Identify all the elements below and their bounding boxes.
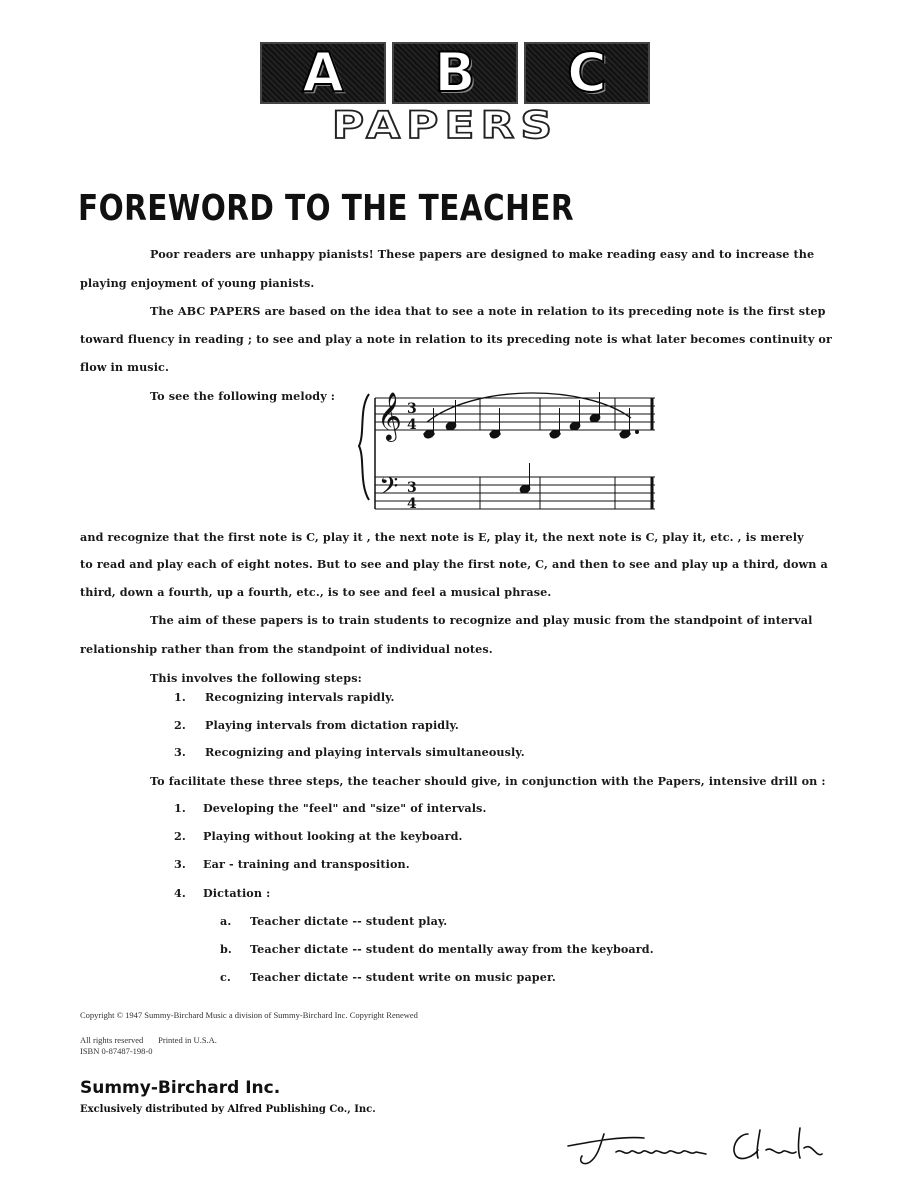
paragraph-5-line-1: The aim of these papers is to train students to recognize and play music from the standpoint of interval <box>150 613 813 627</box>
paragraph-1-line-1: Poor readers are unhappy pianists! These papers are designed to make reading easy and to increase the <box>150 247 815 261</box>
page-title: FOREWORD TO THE TEACHER <box>78 188 574 229</box>
sub-item-letter: a. <box>220 914 232 928</box>
list-item-number: 3. <box>174 745 186 759</box>
sub-item-text: Teacher dictate -- student play. <box>250 914 448 928</box>
list-item-text: Ear - training and transposition. <box>203 857 410 871</box>
rights-notice: All rights reserved Printed in U.S.A. <box>80 1035 217 1045</box>
logo-letter: B <box>434 41 476 104</box>
bass-note-e <box>519 463 531 494</box>
note-e <box>445 400 457 431</box>
publisher-name: Summy-Birchard Inc. <box>80 1078 281 1098</box>
paragraph-5-line-2: relationship rather than from the standpoint of individual notes. <box>80 642 493 656</box>
logo-block-a <box>260 42 386 104</box>
paragraph-4-line-2: to read and play each of eight notes. But to see and play the first note, C, and then to see and play up a third, down a <box>80 557 828 571</box>
list-item-text: Developing the "feel" and "size" of intervals. <box>203 801 487 815</box>
list-item-number: 3. <box>174 857 186 871</box>
melody-intro: To see the following melody : <box>150 389 336 403</box>
treble-time-sig-top: 3 <box>407 401 417 417</box>
sub-item-text: Teacher dictate -- student do mentally away from the keyboard. <box>250 942 654 956</box>
paragraph-2-line-1: The ABC PAPERS are based on the idea that to see a note in relation to its preceding note is the first step <box>150 304 826 318</box>
abc-papers-logo <box>230 42 660 152</box>
paragraph-1-line-2: playing enjoyment of young pianists. <box>80 276 315 290</box>
list-item-number: 1. <box>174 801 186 815</box>
logo-letter: C <box>567 41 607 104</box>
list-item-text: Dictation : <box>203 886 271 900</box>
treble-time-sig-bottom: 4 <box>407 417 417 433</box>
grand-staff-brace <box>359 394 369 500</box>
treble-clef-icon: 𝄞 <box>377 391 402 440</box>
note-c <box>423 408 435 439</box>
steps-intro: This involves the following steps: <box>150 671 362 685</box>
note-c <box>489 408 501 439</box>
list-item-text: Recognizing and playing intervals simultaneously. <box>205 745 525 759</box>
list-item-text: Playing intervals from dictation rapidly. <box>205 718 459 732</box>
drill-intro: To facilitate these three steps, the teacher should give, in conjunction with the Papers, intensive drill on : <box>150 774 826 788</box>
logo-block-c <box>524 42 650 104</box>
bass-clef-icon: 𝄢 <box>379 472 399 507</box>
paragraph-4-line-3: third, down a fourth, up a fourth, etc., is to see and feel a musical phrase. <box>80 585 552 599</box>
logo-papers-word: PAPERS <box>331 103 559 148</box>
distributor-line: Exclusively distributed by Alfred Publishing Co., Inc. <box>80 1104 376 1115</box>
sub-item-letter: c. <box>220 970 231 984</box>
list-item-number: 4. <box>174 886 186 900</box>
paragraph-2-line-3: flow in music. <box>80 360 169 374</box>
logo-block-b <box>392 42 518 104</box>
bass-time-sig-top: 3 <box>407 480 417 496</box>
bass-time-sig-bottom: 4 <box>407 496 417 512</box>
logo-letter: A <box>302 41 344 104</box>
paragraph-4-line-1: and recognize that the first note is C, play it , the next note is E, play it, the next note is C, play it, etc. , is merely <box>80 530 804 544</box>
list-item-number: 1. <box>174 690 186 704</box>
note-g <box>589 392 601 423</box>
treble-notes <box>423 392 639 439</box>
melody-notation <box>355 378 660 516</box>
treble-staff <box>375 398 655 430</box>
list-item-number: 2. <box>174 718 186 732</box>
list-item-text: Recognizing intervals rapidly. <box>205 690 395 704</box>
note-c <box>549 408 561 439</box>
paragraph-2-line-2: toward fluency in reading ; to see and play a note in relation to its preceding note is what later becomes continuity or <box>80 332 832 346</box>
isbn: ISBN 0-87487-198-0 <box>80 1046 153 1056</box>
list-item-number: 2. <box>174 829 186 843</box>
note-e <box>569 400 581 431</box>
logo-letter-blocks <box>260 42 650 104</box>
sub-item-text: Teacher dictate -- student write on music paper. <box>250 970 556 984</box>
sub-item-letter: b. <box>220 942 232 956</box>
bass-staff <box>375 477 655 509</box>
phrase-slur <box>427 393 631 422</box>
author-signature <box>560 1112 830 1172</box>
list-item-text: Playing without looking at the keyboard. <box>203 829 463 843</box>
copyright-notice: Copyright © 1947 Summy-Birchard Music a division of Summy-Birchard Inc. Copyright Renewed <box>80 1010 418 1020</box>
